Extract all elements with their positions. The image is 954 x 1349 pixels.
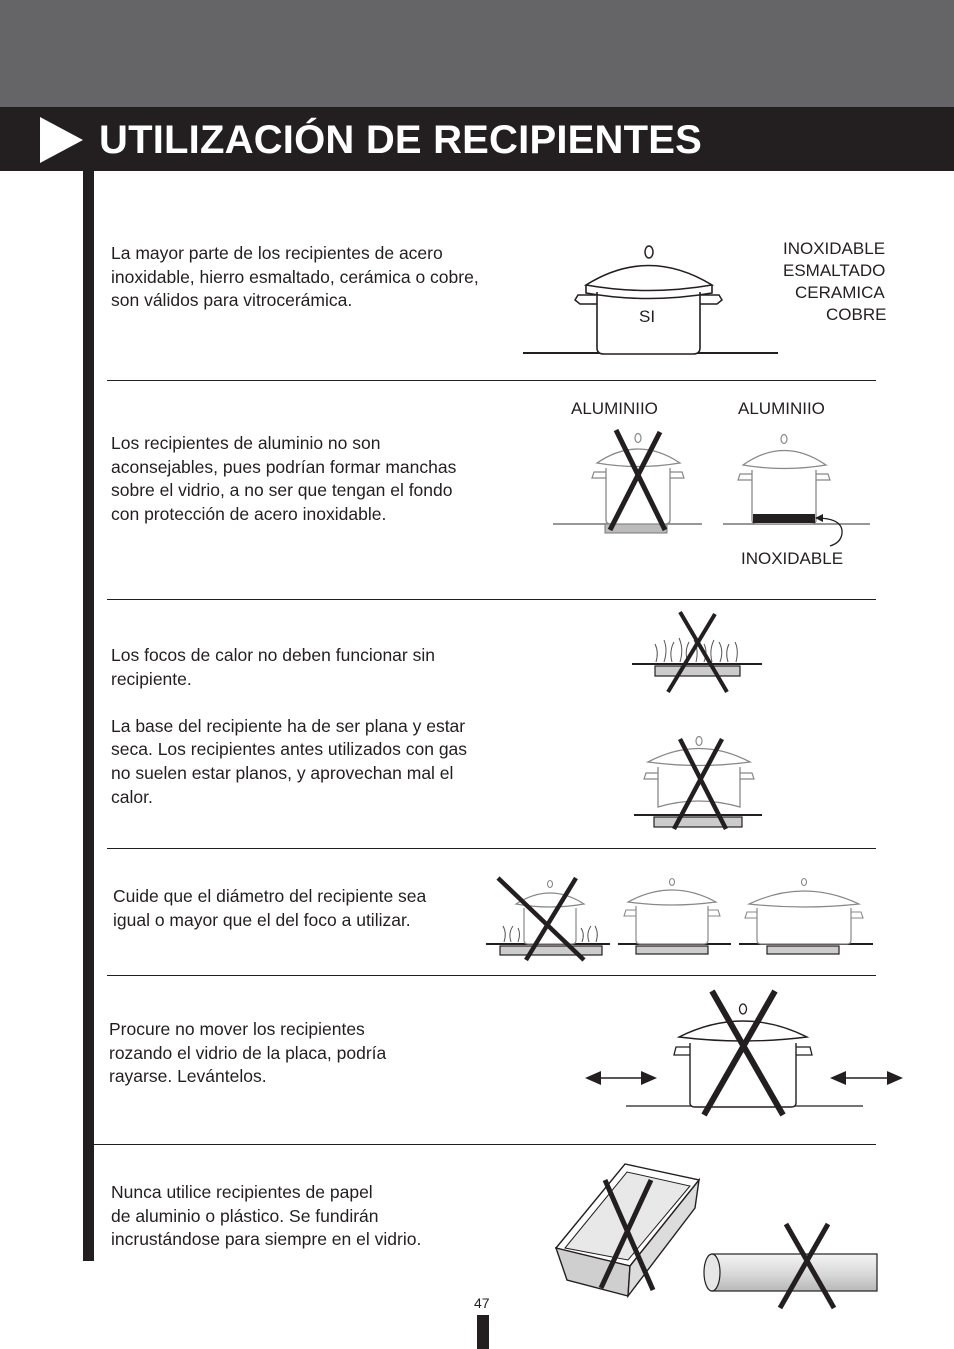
sliding-pot-crossed-illustration <box>582 985 906 1120</box>
section-3-text: Los focos de calor no deben funcionar sin recipiente. La base del recipiente ha de ser plana y estar seca. Los recipientes antes utilizados con gas no suelen estar planos, y aprovechan mal el calor. <box>111 645 468 807</box>
matching-pot-illustration <box>616 876 734 961</box>
small-pot-crossed-illustration <box>484 876 614 961</box>
material-cobre: COBRE <box>826 305 887 324</box>
pot-illustration-si <box>520 240 782 360</box>
material-inoxidable: INOXIDABLE <box>783 239 886 258</box>
page-title: UTILIZACIÓN DE RECIPIENTES <box>99 118 703 162</box>
section-divider <box>94 1144 876 1145</box>
section-6-text: Nunca utilice recipientes de papel de aluminio o plástico. Se fundirán incrustándose para siempre en el vidrio. <box>111 1182 422 1250</box>
plastic-tube-crossed-illustration <box>700 1218 880 1313</box>
warped-pot-crossed-illustration <box>630 735 770 835</box>
section-2-text: Los recipientes de aluminio no son aconsejables, pues podrían formar manchas sobre el vidrio, a no ser que tengan el fondo con protección de acero inoxidable. <box>111 433 457 524</box>
aluminum-pot-steel-base-illustration <box>720 430 880 540</box>
section-divider <box>107 380 876 381</box>
foil-tray-crossed-illustration <box>553 1160 703 1300</box>
empty-burner-crossed-illustration <box>630 612 770 697</box>
top-gray-band <box>0 0 954 107</box>
larger-pot-illustration <box>737 876 877 961</box>
section-5-text: Procure no mover los recipientes rozando el vidrio de la placa, podría rayarse. Levántelos. <box>109 1019 387 1087</box>
play-arrow-icon <box>40 117 84 163</box>
section-divider <box>107 975 876 976</box>
label-inoxidable-base: INOXIDABLE <box>741 549 844 568</box>
material-esmaltado: ESMALTADO <box>783 261 886 280</box>
label-aluminio-left: ALUMINIIO <box>571 399 658 418</box>
label-aluminio-right: ALUMINIIO <box>738 399 825 418</box>
left-margin-bar <box>83 171 94 1261</box>
aluminum-pot-crossed-illustration <box>550 430 710 540</box>
section-divider <box>107 848 876 849</box>
pot-label-si: SI <box>639 307 656 326</box>
page-number-bar <box>477 1315 489 1349</box>
section-divider <box>107 599 876 600</box>
page-number: 47 <box>474 1295 490 1311</box>
section-1-text: La mayor parte de los recipientes de acero inoxidable, hierro esmaltado, cerámica o cobre, son válidos para vitrocerámica. <box>111 243 479 311</box>
section-4-text: Cuide que el diámetro del recipiente sea igual o mayor que el del foco a utilizar. <box>113 886 427 930</box>
material-ceramica: CERAMICA <box>795 283 885 302</box>
